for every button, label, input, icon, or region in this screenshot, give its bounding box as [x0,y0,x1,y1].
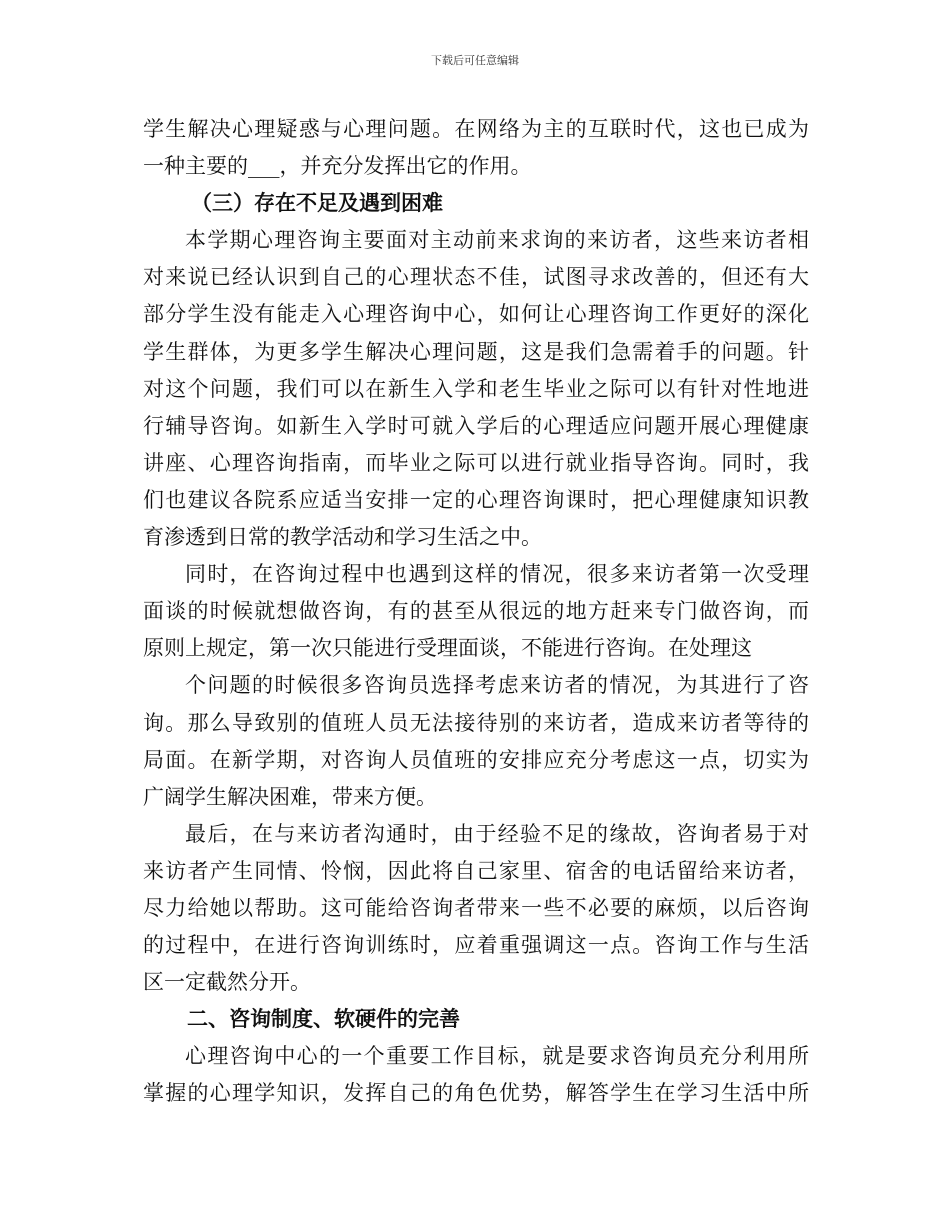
text-line: 心理咨询中心的一个重要工作目标，就是要求咨询员充分利用所 [185,1044,809,1069]
page-header: 下载后可任意编辑 [431,54,519,67]
text-line: 最后，在与来访者沟通时，由于经验不足的缘故，咨询者易于对 [185,821,809,846]
text-line: 行辅导咨询。如新生入学时可就入学后的心理适应问题开展心理健康 [143,413,809,438]
text-line: 的过程中，在进行咨询训练时，应着重强调这一点。咨询工作与生活 [143,933,809,958]
text-line: 学生群体，为更多学生解决心理问题，这是我们急需着手的问题。针 [143,339,809,364]
text-line: 区一定截然分开。 [143,970,311,995]
text-line: 育渗透到日常的教学活动和学习生活之中。 [143,525,542,550]
text-line: 掌握的心理学知识，发挥自己的角色优势，解答学生在学习生活中所 [143,1081,809,1106]
text-line: 广阔学生解决困难，带来方便。 [143,784,437,809]
subsection-heading: （三）存在不足及遇到困难 [191,191,443,216]
text-line: 本学期心理咨询主要面对主动前来求询的来访者，这些来访者相 [185,228,809,253]
text-line: 一种主要的___，并充分发挥出它的作用。 [143,154,532,179]
text-line: 面谈的时候就想做咨询，有的甚至从很远的地方赶来专门做咨询，而 [143,599,809,624]
text-line: 局面。在新学期，对咨询人员值班的安排应充分考虑这一点，切实为 [143,747,809,772]
text-line: 们也建议各院系应适当安排一定的心理咨询课时，把心理健康知识教 [143,487,809,512]
text-line: 同时，在咨询过程中也遇到这样的情况，很多来访者第一次受理 [185,562,809,587]
text-line: 原则上规定，第一次只能进行受理面谈，不能进行咨询。在处理这 [143,636,752,661]
section-heading: 二、咨询制度、软硬件的完善 [187,1007,460,1032]
document-body [143,111,809,1113]
text-line: 部分学生没有能走入心理咨询中心，如何让心理咨询工作更好的深化 [143,302,809,327]
text-line: 对来说已经认识到自己的心理状态不佳，试图寻求改善的，但还有大 [143,265,809,290]
text-line: 个问题的时候很多咨询员选择考虑来访者的情况，为其进行了咨 [185,673,809,698]
text-line: 讲座、心理咨询指南，而毕业之际可以进行就业指导咨询。同时，我 [143,450,809,475]
text-line: 来访者产生同情、怜悯，因此将自己家里、宿舍的电话留给来访者， [143,858,809,883]
text-line: 询。那么导致别的值班人员无法接待别的来访者，造成来访者等待的 [143,710,809,735]
text-line: 尽力给她以帮助。这可能给咨询者带来一些不必要的麻烦，以后咨询 [143,895,809,920]
text-line: 学生解决心理疑惑与心理问题。在网络为主的互联时代，这也已成为 [143,117,809,141]
text-line: 对这个问题，我们可以在新生入学和老生毕业之际可以有针对性地进 [143,376,809,401]
